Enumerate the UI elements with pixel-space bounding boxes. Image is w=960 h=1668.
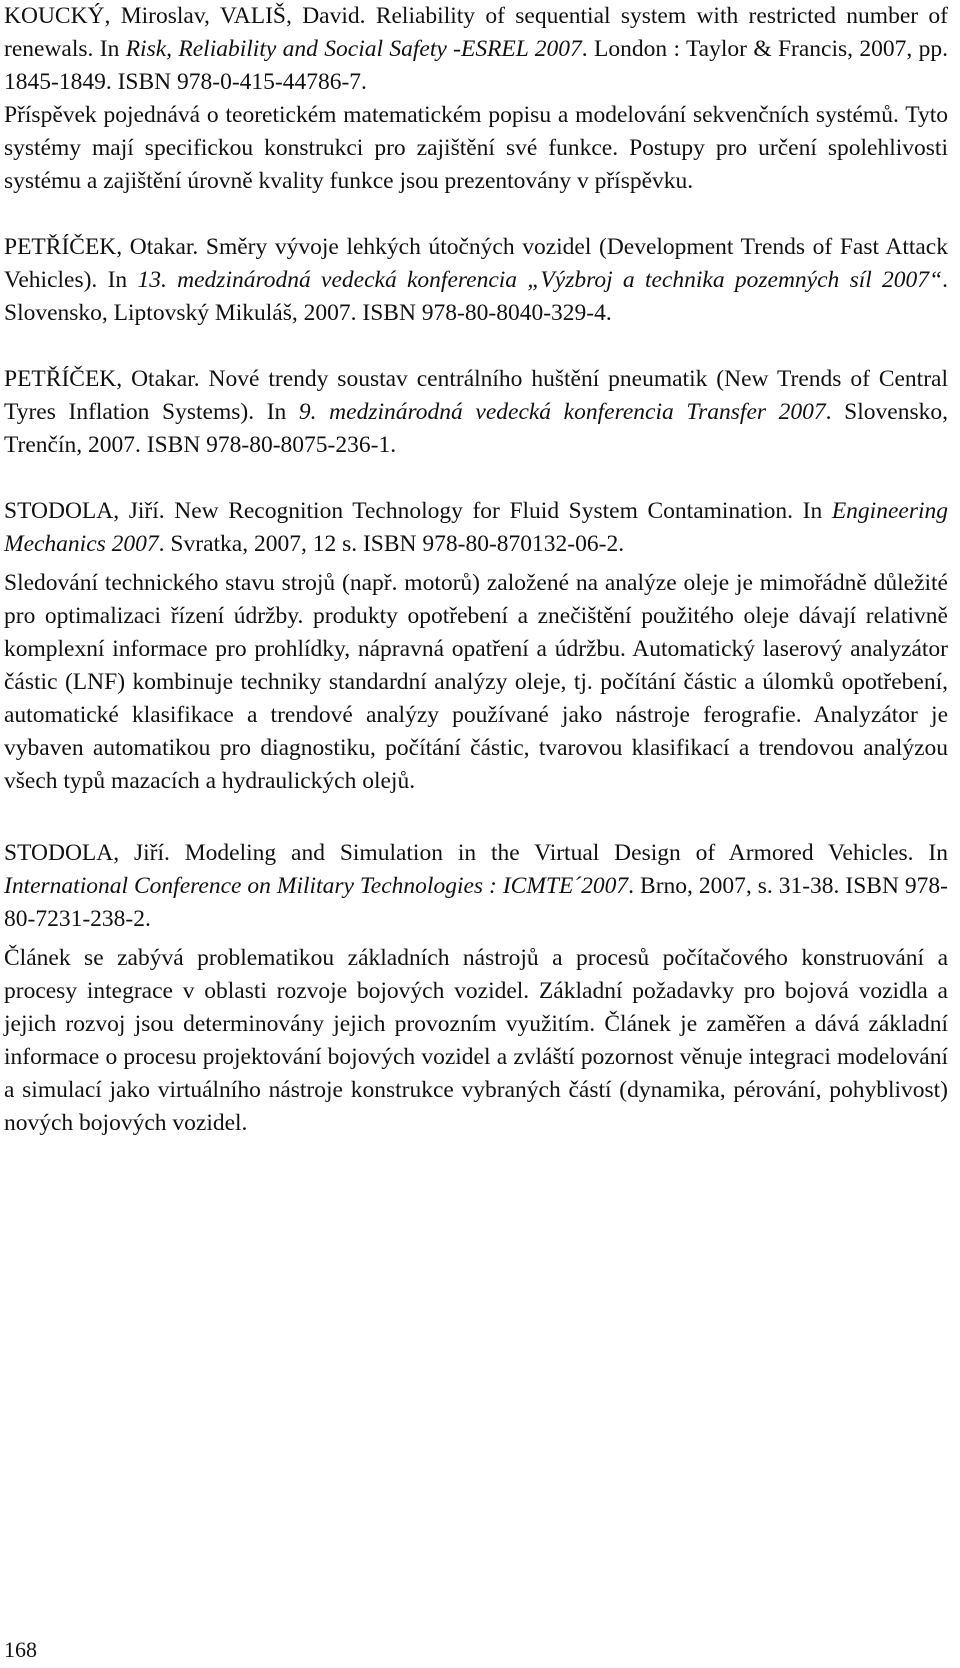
page-number: 168 [4,1637,37,1662]
reference-citation: KOUCKÝ, Miroslav, VALIŠ, David. Reliability of sequential system with restricted number of renewals. In Risk, Reliability and Social Safety -ESREL 2007. London : Taylor & Francis, 2007, pp. 1845-1849. ISBN 978-0-415-44786-7. [4,3,949,95]
reference-source-title: Engineering Mechanics 2007 [4,498,948,557]
reference-source-title: International Conference on Military Technologies : ICMTE´2007 [4,873,629,899]
reference-abstract: Článek se zabývá problematikou základních nástrojů a procesů počítačového konstruování a procesy integrace v oblasti rozvoje bojových vozidel. Základní požadavky pro bojová vozidla a jejich rozvoj jsou determinovány jejich provozním využitím. Článek je zaměřen a dává základní informace o procesu projektování bojových vozidel a zvláští pozornost věnuje integraci modelování a simulací jako virtuálního nástroje konstrukce vybraných částí (dynamika, pérování, pohyblivost) nových bojových vozidel. [4,945,948,1136]
reference-abstract: Příspěvek pojednává o teoretickém matematickém popisu a modelování sekvenčních systémů. Tyto systémy mají specifickou konstrukci pro zajištění své funkce. Postupy pro určení spolehlivosti systému a zajištění úrovně kvality funkce jsou prezentovány v příspěvku. [4,102,948,194]
reference-source-title: Risk, Reliability and Social Safety -ESREL 2007 [125,36,582,62]
reference-source-title: 9. medzinárodná vedecká konferencia Transfer 2007 [298,399,826,425]
reference-citation: STODOLA, Jiří. Modeling and Simulation in the Virtual Design of Armored Vehicles. In International Conference on Military Technologies : ICMTE´2007. Brno, 2007, s. 31-38. ISBN 978-80-7231-238-2. [4,840,949,932]
reference-abstract: Sledování technického stavu strojů (např. motorů) založené na analýze oleje je mimořádně důležité pro optimalizaci řízení údržby. produkty opotřebení a znečištění použitého oleje dávají relativně komplexní informace pro prohlídky, nápravná opatření a údržbu. Automatický laserový analyzátor částic (LNF) kombinuje techniky standardní analýzy oleje, tj. počítání částic a úlomků opotřebení, automatické klasifikace a trendové analýzy používané jako nástroje ferografie. Analyzátor je vybaven automatikou pro diagnostiku, počítání částic, tvarovou klasifikací a trendovou analýzou všech typů mazacích a hydraulických olejů. [4,570,948,794]
reference-citation: PETŘÍČEK, Otakar. Směry vývoje lehkých útočných vozidel (Development Trends of Fast Attack Vehicles). In 13. medzinárodná vedecká konferencia „Výzbroj a technika pozemných síl 2007“. Slovensko, Liptovský Mikuláš, 2007. ISBN 978-80-8040-329-4. [4,234,949,326]
reference-source-title: 13. medzinárodná vedecká konferencia „Výzbroj a technika pozemných síl 2007“ [137,267,943,293]
reference-citation: PETŘÍČEK, Otakar. Nové trendy soustav centrálního huštění pneumatik (New Trends of Central Tyres Inflation Systems). In 9. medzinárodná vedecká konferencia Transfer 2007. Slovensko, Trenčín, 2007. ISBN 978-80-8075-236-1. [4,366,948,458]
reference-citation: STODOLA, Jiří. New Recognition Technology for Fluid System Contamination. In Engineering Mechanics 2007. Svratka, 2007, 12 s. ISBN 978-80-870132-06-2. [4,498,948,557]
document-page [4,0,948,1140]
